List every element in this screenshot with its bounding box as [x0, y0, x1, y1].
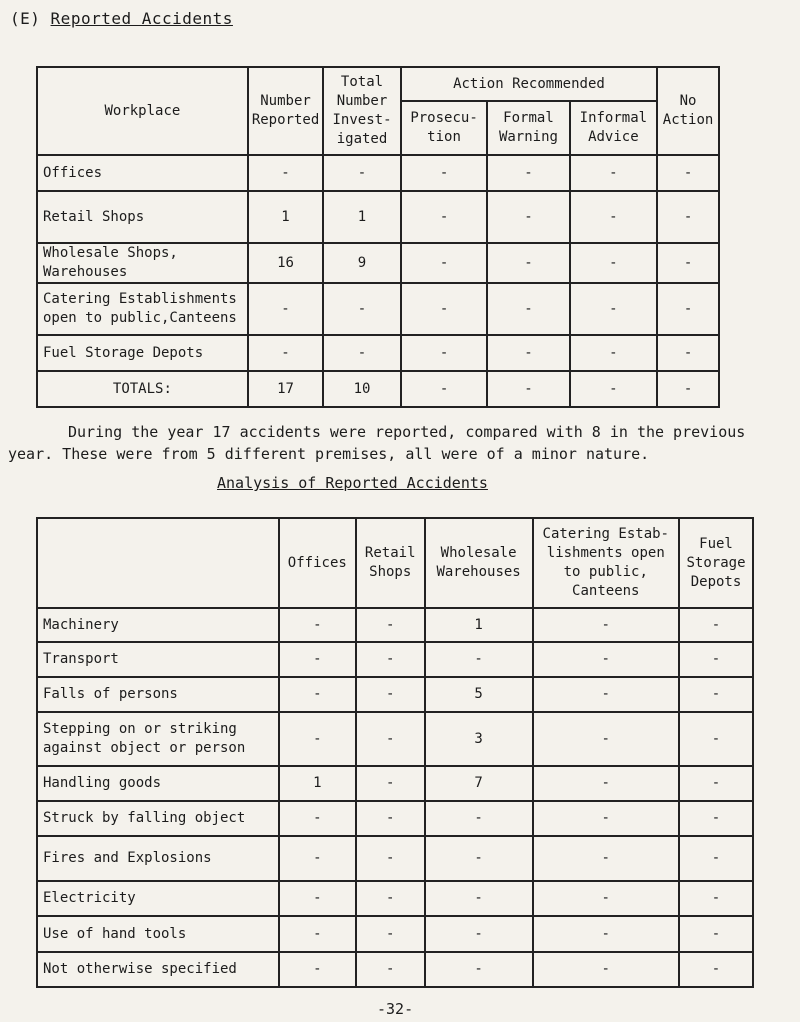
value-cell: - [279, 642, 356, 677]
cause-cell: Machinery [37, 608, 279, 642]
value-cell: - [657, 283, 719, 335]
section-label: (E) [10, 9, 41, 28]
table-row [37, 836, 753, 881]
table-row [37, 952, 753, 987]
value-cell: - [679, 916, 753, 952]
value-cell: - [533, 766, 679, 801]
value-cell: - [425, 801, 533, 836]
value-cell: - [570, 371, 657, 407]
header-prosecution: Prosecu-tion [401, 101, 488, 155]
value-cell: - [487, 155, 569, 191]
value-cell: - [356, 836, 425, 881]
cause-cell: Struck by falling object [37, 801, 279, 836]
analysis-title: Analysis of Reported Accidents [217, 474, 488, 492]
value-cell: - [657, 371, 719, 407]
value-cell: - [533, 916, 679, 952]
analysis-header: Catering Estab-lishments open to public, Canteens [533, 518, 679, 608]
value-cell: - [657, 155, 719, 191]
table-row [37, 608, 753, 642]
value-cell: 17 [248, 371, 323, 407]
value-cell: - [657, 243, 719, 283]
header-workplace: Workplace [37, 67, 248, 155]
table-row [37, 916, 753, 952]
workplace-cell: TOTALS: [37, 371, 248, 407]
value-cell: 9 [323, 243, 401, 283]
value-cell: - [401, 335, 488, 371]
value-cell: 3 [425, 712, 533, 766]
analysis-header: Offices [279, 518, 356, 608]
table-row [37, 243, 719, 283]
value-cell: - [533, 836, 679, 881]
value-cell: - [425, 642, 533, 677]
value-cell: - [487, 371, 569, 407]
value-cell: - [323, 283, 401, 335]
value-cell: - [279, 836, 356, 881]
value-cell: - [533, 608, 679, 642]
value-cell: - [356, 608, 425, 642]
value-cell: - [570, 335, 657, 371]
value-cell: - [533, 712, 679, 766]
accident-analysis-table [36, 517, 754, 988]
header-number-reported: Number Reported [248, 67, 323, 155]
value-cell: - [248, 335, 323, 371]
cause-cell: Electricity [37, 881, 279, 916]
value-cell: - [401, 155, 488, 191]
table-row [37, 766, 753, 801]
table-row [37, 712, 753, 766]
value-cell: - [279, 608, 356, 642]
value-cell: - [533, 952, 679, 987]
cause-cell: Stepping on or striking against object or person [37, 712, 279, 766]
value-cell: - [279, 801, 356, 836]
analysis-header: Fuel Storage Depots [679, 518, 753, 608]
value-cell: - [533, 642, 679, 677]
value-cell: - [487, 283, 569, 335]
value-cell: - [279, 677, 356, 712]
value-cell: - [679, 712, 753, 766]
value-cell: - [401, 243, 488, 283]
value-cell: - [679, 952, 753, 987]
value-cell: 1 [425, 608, 533, 642]
header-cause-blank [37, 518, 279, 608]
section-title: Reported Accidents [50, 9, 233, 28]
workplace-cell: Retail Shops [37, 191, 248, 243]
table-row [37, 335, 719, 371]
cause-cell: Not otherwise specified [37, 952, 279, 987]
value-cell: - [533, 881, 679, 916]
value-cell: - [487, 335, 569, 371]
value-cell: - [279, 952, 356, 987]
value-cell: - [401, 283, 488, 335]
analysis-header: Retail Shops [356, 518, 425, 608]
workplace-cell: Wholesale Shops, Warehouses [37, 243, 248, 283]
value-cell: - [279, 916, 356, 952]
table-row [37, 642, 753, 677]
value-cell: - [356, 642, 425, 677]
value-cell: - [487, 191, 569, 243]
value-cell: - [570, 283, 657, 335]
header-no-action: No Action [657, 67, 719, 155]
value-cell: - [356, 952, 425, 987]
value-cell: - [570, 155, 657, 191]
section-heading [10, 9, 233, 28]
workplace-cell: Catering Establishments open to public,Canteens [37, 283, 248, 335]
value-cell: 7 [425, 766, 533, 801]
value-cell: - [401, 371, 488, 407]
cause-cell: Falls of persons [37, 677, 279, 712]
value-cell: - [356, 801, 425, 836]
value-cell: - [248, 155, 323, 191]
cause-cell: Fires and Explosions [37, 836, 279, 881]
value-cell: - [401, 191, 488, 243]
value-cell: - [356, 712, 425, 766]
cause-cell: Transport [37, 642, 279, 677]
value-cell: - [679, 642, 753, 677]
analysis-header: Wholesale Warehouses [425, 518, 533, 608]
table-row [37, 677, 753, 712]
table-row [37, 881, 753, 916]
value-cell: - [356, 916, 425, 952]
value-cell: - [425, 952, 533, 987]
value-cell: - [679, 677, 753, 712]
value-cell: 1 [279, 766, 356, 801]
value-cell: - [533, 677, 679, 712]
reported-accidents-table [36, 66, 720, 408]
value-cell: - [657, 335, 719, 371]
value-cell: - [425, 881, 533, 916]
workplace-cell: Offices [37, 155, 248, 191]
value-cell: - [356, 677, 425, 712]
header-informal-advice: Informal Advice [570, 101, 657, 155]
value-cell: - [425, 916, 533, 952]
table-row [37, 155, 719, 191]
table-row [37, 801, 753, 836]
value-cell: - [570, 243, 657, 283]
cause-cell: Handling goods [37, 766, 279, 801]
header-total-investigated: Total Number Invest-igated [323, 67, 401, 155]
header-action-recommended: Action Recommended [401, 67, 657, 101]
table-row [37, 371, 719, 407]
value-cell: - [248, 283, 323, 335]
value-cell: 16 [248, 243, 323, 283]
value-cell: - [279, 881, 356, 916]
value-cell: 1 [248, 191, 323, 243]
value-cell: - [679, 766, 753, 801]
value-cell: 5 [425, 677, 533, 712]
table-row [37, 191, 719, 243]
value-cell: - [487, 243, 569, 283]
cause-cell: Use of hand tools [37, 916, 279, 952]
value-cell: - [356, 766, 425, 801]
value-cell: - [679, 801, 753, 836]
table-row [37, 283, 719, 335]
value-cell: - [657, 191, 719, 243]
value-cell: - [425, 836, 533, 881]
workplace-cell: Fuel Storage Depots [37, 335, 248, 371]
value-cell: - [279, 712, 356, 766]
value-cell: - [356, 881, 425, 916]
summary-paragraph: During the year 17 accidents were reported, compared with 8 in the previous year. These were from 5 different premises, all were of a minor nature. [8, 423, 746, 463]
value-cell: - [570, 191, 657, 243]
value-cell: - [679, 881, 753, 916]
header-formal-warning: Formal Warning [487, 101, 569, 155]
value-cell: - [679, 608, 753, 642]
page-number: -32- [377, 1000, 414, 1018]
value-cell: 1 [323, 191, 401, 243]
value-cell: - [533, 801, 679, 836]
value-cell: - [323, 155, 401, 191]
value-cell: 10 [323, 371, 401, 407]
value-cell: - [323, 335, 401, 371]
value-cell: - [679, 836, 753, 881]
